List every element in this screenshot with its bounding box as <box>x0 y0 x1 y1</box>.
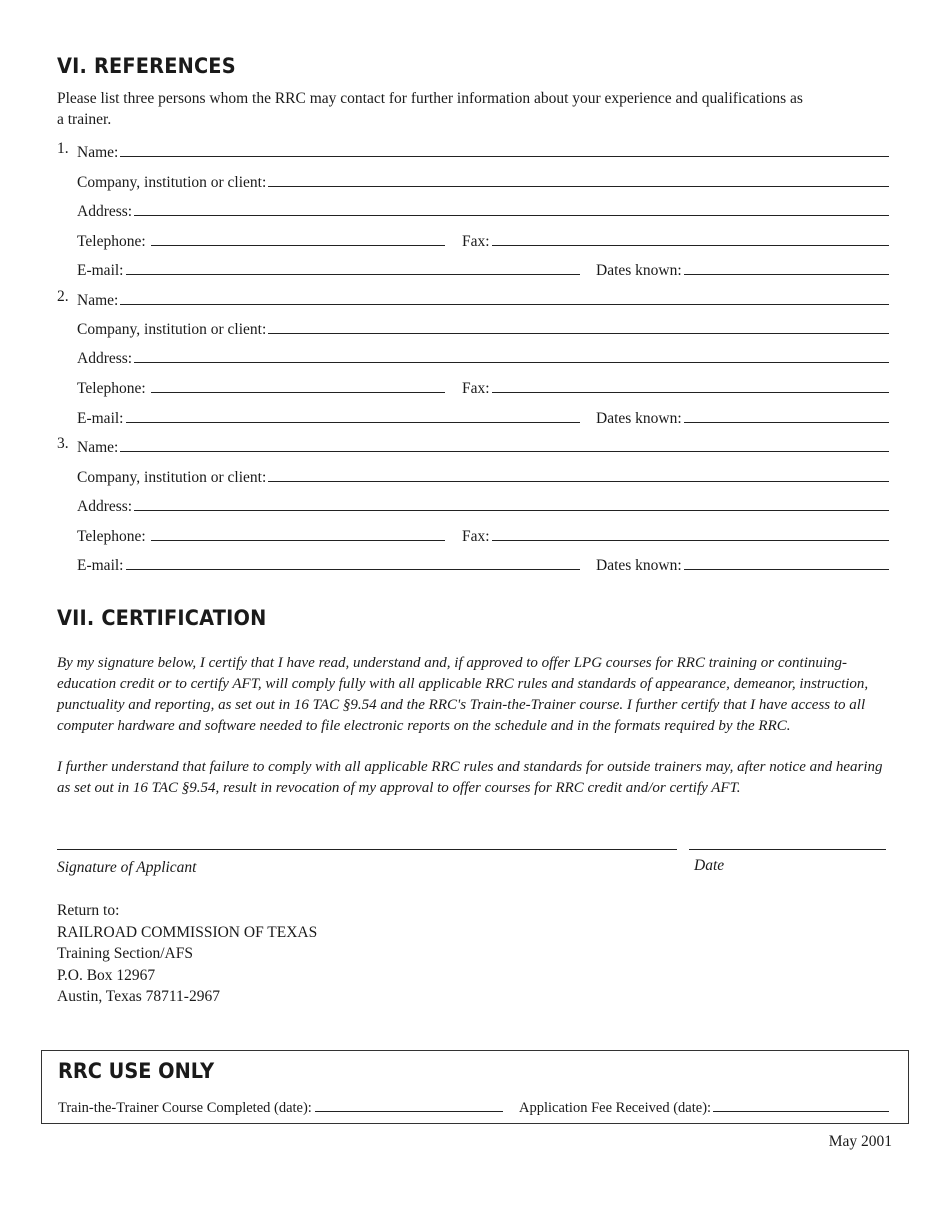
email-field[interactable] <box>126 258 581 275</box>
rrc-use-only-box <box>41 1050 909 1124</box>
references-intro: Please list three persons whom the RRC may contact for further information about your experience and qualifications as a trainer. <box>57 90 803 128</box>
company-field[interactable] <box>268 170 889 187</box>
ref2-dates-row[interactable]: Dates known: <box>596 406 889 428</box>
telephone-field[interactable] <box>151 229 445 246</box>
date-line[interactable] <box>689 848 886 850</box>
address-field[interactable] <box>134 199 889 216</box>
ref1-telephone-row[interactable]: Telephone: <box>77 229 445 251</box>
ref1-company-row[interactable]: Company, institution or client: <box>77 170 889 192</box>
company-field[interactable] <box>268 465 889 482</box>
company-field[interactable] <box>268 317 889 334</box>
address-field[interactable] <box>134 494 889 511</box>
ref3-address-row[interactable]: Address: <box>77 494 889 516</box>
email-field[interactable] <box>126 406 581 423</box>
ref3-dates-row[interactable]: Dates known: <box>596 553 889 575</box>
rrc-use-heading: RRC USE ONLY <box>58 1059 215 1083</box>
telephone-field[interactable] <box>151 376 445 393</box>
references-heading: VI. REFERENCES <box>57 54 236 78</box>
ref2-name-row[interactable]: Name: <box>77 288 889 310</box>
fax-field[interactable] <box>492 229 889 246</box>
reference-number: 3. <box>57 435 69 452</box>
ref2-email-row[interactable]: E-mail: <box>77 406 580 428</box>
certification-paragraph-1: By my signature below, I certify that I have read, understand and, if approved to offer LPG courses for RRC training or continuing-education credit or to certify AFT, will comply fully with all applicable RRC rules and standards of appearance, demeanor, instruction, punctuality and reporting, as set out in 16 TAC §9.54 and the RRC's Train-the-Trainer course. I further certify that I have access to all computer hardware and software needed to file electronic reports on the schedule and in the formats required by the RRC. <box>57 655 869 734</box>
fee-received-row[interactable]: Application Fee Received (date): <box>519 1095 889 1117</box>
return-address: Return to: RAILROAD COMMISSION OF TEXAS Training Section/AFS P.O. Box 12967 Austin, Texas 78711-2967 <box>57 902 318 1005</box>
ref2-company-row[interactable]: Company, institution or client: <box>77 317 889 339</box>
ref2-telephone-row[interactable]: Telephone: <box>77 376 445 398</box>
ref1-fax-row[interactable]: Fax: <box>462 229 889 251</box>
address-field[interactable] <box>134 346 889 363</box>
ref3-fax-row[interactable]: Fax: <box>462 524 889 546</box>
ref1-address-row[interactable]: Address: <box>77 199 889 221</box>
ref1-email-row[interactable]: E-mail: <box>77 258 580 280</box>
ref3-telephone-row[interactable]: Telephone: <box>77 524 445 546</box>
fee-received-field[interactable] <box>713 1095 889 1112</box>
fax-field[interactable] <box>492 524 889 541</box>
name-field[interactable] <box>120 288 889 305</box>
footer-date: May 2001 <box>828 1133 892 1150</box>
dates-known-field[interactable] <box>684 553 889 570</box>
dates-known-field[interactable] <box>684 406 889 423</box>
telephone-field[interactable] <box>151 524 445 541</box>
ref2-fax-row[interactable]: Fax: <box>462 376 889 398</box>
date-label: Date <box>694 857 725 874</box>
ref2-address-row[interactable]: Address: <box>77 346 889 368</box>
ref3-company-row[interactable]: Company, institution or client: <box>77 465 889 487</box>
course-completed-field[interactable] <box>315 1095 503 1112</box>
ref3-email-row[interactable]: E-mail: <box>77 553 580 575</box>
ref1-dates-row[interactable]: Dates known: <box>596 258 889 280</box>
certification-heading: VII. CERTIFICATION <box>57 606 267 630</box>
email-field[interactable] <box>126 553 581 570</box>
name-field[interactable] <box>120 435 889 452</box>
ref1-name-row[interactable]: Name: <box>77 140 889 162</box>
reference-number: 1. <box>57 140 69 157</box>
dates-known-field[interactable] <box>684 258 889 275</box>
signature-label: Signature of Applicant <box>57 859 197 876</box>
ref3-name-row[interactable]: Name: <box>77 435 889 457</box>
signature-line[interactable] <box>57 848 677 850</box>
course-completed-row[interactable]: Train-the-Trainer Course Completed (date): <box>58 1095 503 1117</box>
reference-number: 2. <box>57 288 69 305</box>
name-field[interactable] <box>120 140 889 157</box>
certification-paragraph-2: I further understand that failure to comply with all applicable RRC rules and standards for outside trainers may, after notice and hearing as set out in 16 TAC §9.54, result in revocation of my approval to offer courses for RRC credit and/or certify AFT. <box>57 759 883 796</box>
fax-field[interactable] <box>492 376 889 393</box>
